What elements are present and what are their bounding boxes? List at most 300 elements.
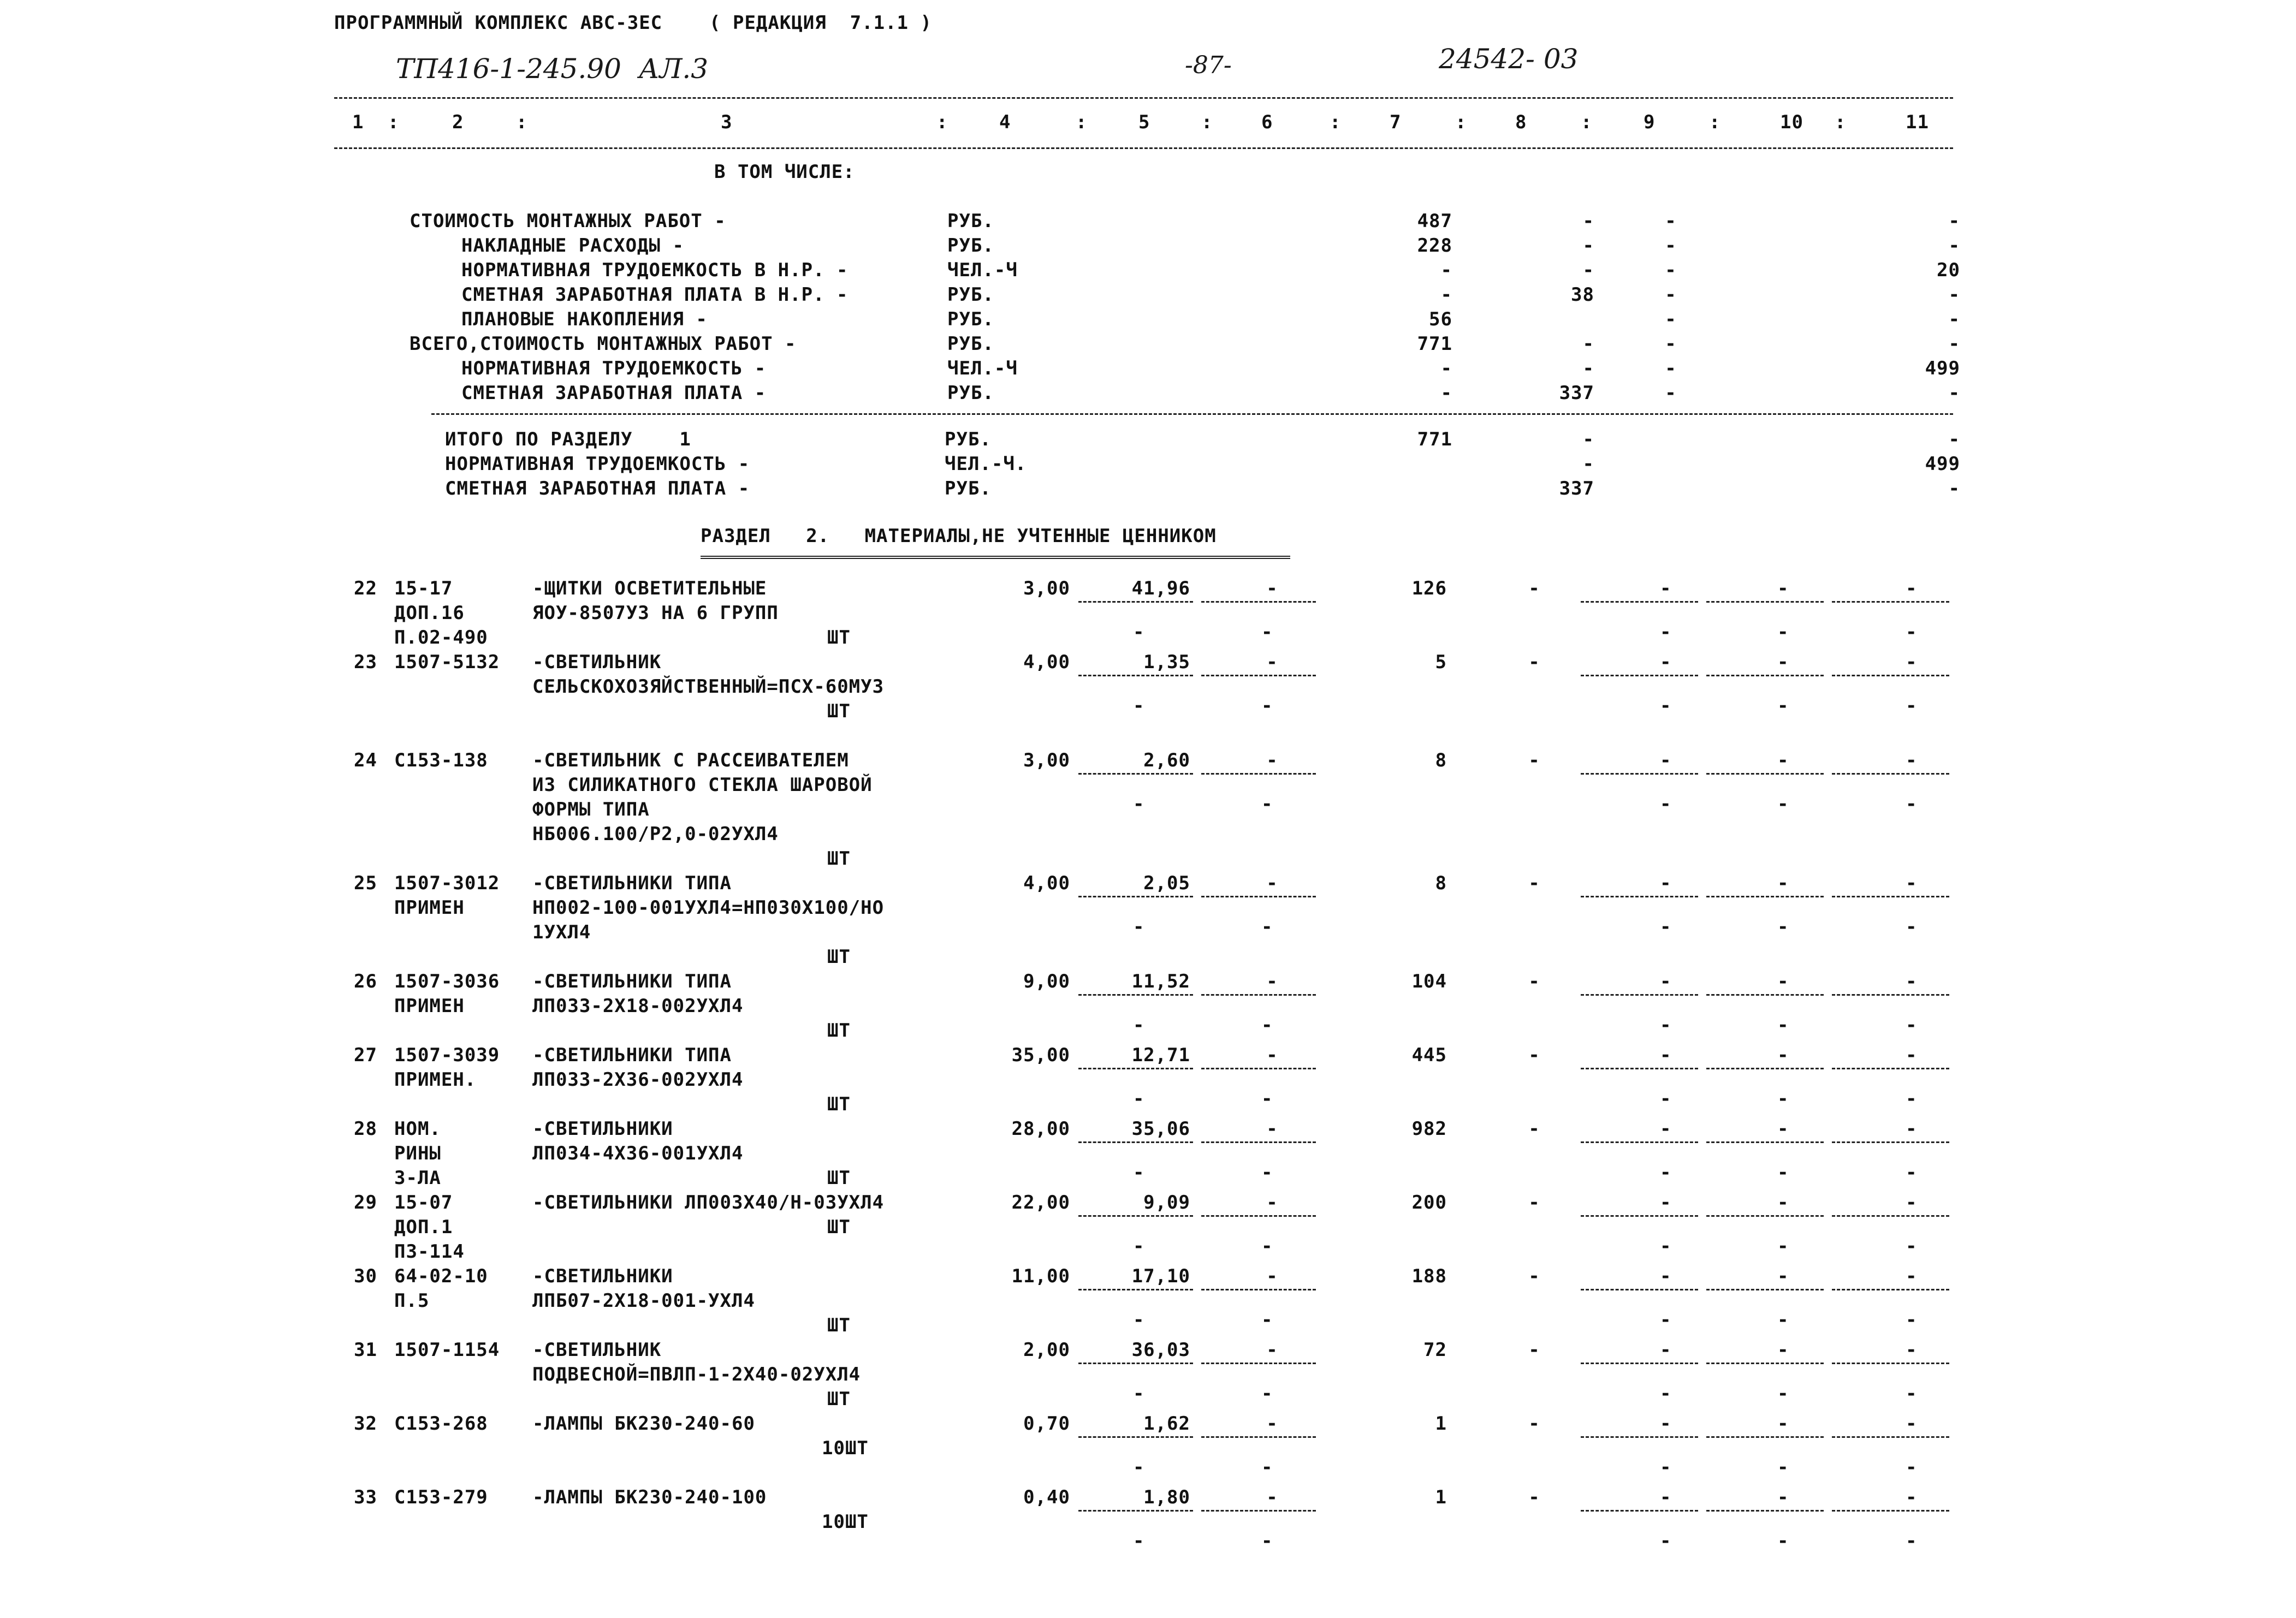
item-sub-col10: - <box>1777 621 1789 643</box>
item-rule-col6 <box>1201 1363 1316 1364</box>
item-rule-col5 <box>1078 1363 1193 1364</box>
item-col10: - <box>1777 971 1789 992</box>
section1-subtotal-rule <box>431 413 1953 415</box>
item-rule-col10 <box>1706 1289 1824 1290</box>
item-col8: - <box>1528 872 1540 894</box>
item-col9: - <box>1660 971 1672 992</box>
item-sub-col5: - <box>1133 793 1145 815</box>
item-rule-col9 <box>1581 1289 1698 1290</box>
item-sub-col5: - <box>1133 916 1145 938</box>
item-rule-col6 <box>1201 994 1316 996</box>
item-sub-col5: - <box>1133 1088 1145 1110</box>
column-number: 3 <box>721 111 733 133</box>
cost-row-label: СМЕТНАЯ ЗАРАБОТНАЯ ПЛАТА - <box>461 382 767 404</box>
column-number: 10 <box>1780 111 1803 133</box>
item-sub-col6: - <box>1261 1162 1273 1183</box>
item-col8: - <box>1528 1486 1540 1508</box>
cost-row-col8: - <box>1582 358 1594 379</box>
item-rule-col6 <box>1201 773 1316 775</box>
item-number: 23 <box>354 651 377 673</box>
item-col10: - <box>1777 872 1789 894</box>
item-rule-col9 <box>1581 601 1698 603</box>
item-sub-col10: - <box>1777 695 1789 717</box>
item-name: НП002-100-001УХЛ4=НП030Х100/НО <box>532 897 885 919</box>
item-number: 22 <box>354 578 377 599</box>
item-rule-col6 <box>1201 896 1316 897</box>
item-col6: - <box>1266 1265 1278 1287</box>
item-unit: 10ШТ <box>822 1437 869 1459</box>
item-col10: - <box>1777 1192 1789 1214</box>
item-col10: - <box>1777 1339 1789 1361</box>
column-number: 6 <box>1261 111 1273 133</box>
item-quantity: 35,00 <box>1011 1044 1070 1066</box>
column-separator: : <box>1201 111 1213 133</box>
item-rule-col10 <box>1706 994 1824 996</box>
item-code: 1507-1154 <box>394 1339 500 1361</box>
item-col6: - <box>1266 1413 1278 1435</box>
item-col6: - <box>1266 749 1278 771</box>
item-quantity: 3,00 <box>1023 749 1070 771</box>
item-total: 445 <box>1411 1044 1447 1066</box>
cost-row-col7: 228 <box>1417 235 1452 257</box>
item-col8: - <box>1528 1044 1540 1066</box>
item-col10: - <box>1777 1044 1789 1066</box>
item-sub-col11: - <box>1906 1530 1918 1552</box>
item-sub-col11: - <box>1906 1383 1918 1405</box>
cost-row-col7: 56 <box>1429 308 1452 330</box>
cost-row-col7: - <box>1440 259 1452 281</box>
cost-row-unit: ЧЕЛ.-Ч <box>947 358 1018 379</box>
item-col10: - <box>1777 1413 1789 1435</box>
item-sub-col9: - <box>1660 793 1672 815</box>
item-code: 64-02-10 <box>394 1265 488 1287</box>
item-col6: - <box>1266 1044 1278 1066</box>
item-rule-col5 <box>1078 1510 1193 1512</box>
total-row-col8: - <box>1582 453 1594 475</box>
item-sub-col9: - <box>1660 1383 1672 1405</box>
item-code: ПРИМЕН <box>394 897 465 919</box>
item-name: ФОРМЫ ТИПА <box>532 799 650 820</box>
item-sub-col10: - <box>1777 1088 1789 1110</box>
item-sub-col5: - <box>1133 621 1145 643</box>
item-sub-col6: - <box>1261 1383 1273 1405</box>
item-col9: - <box>1660 749 1672 771</box>
cost-row-label: ВСЕГО,СТОИМОСТЬ МОНТАЖНЫХ РАБОТ - <box>410 333 797 355</box>
item-quantity: 3,00 <box>1023 578 1070 599</box>
project-code: ТП416-1-245.90 АЛ.3 <box>396 53 709 85</box>
column-number: 2 <box>452 111 464 133</box>
item-col8: - <box>1528 749 1540 771</box>
item-col9: - <box>1660 578 1672 599</box>
item-unit: ШТ <box>827 946 851 968</box>
item-rule-col11 <box>1832 1141 1949 1143</box>
item-rule-col9 <box>1581 1510 1698 1512</box>
item-sub-col10: - <box>1777 1530 1789 1552</box>
item-col11: - <box>1906 1044 1918 1066</box>
item-col8: - <box>1528 578 1540 599</box>
item-rule-col6 <box>1201 1141 1316 1143</box>
cost-row-col9: - <box>1665 235 1677 257</box>
cost-row-unit: РУБ. <box>947 235 994 257</box>
item-col11: - <box>1906 872 1918 894</box>
item-code: ПРИМЕН <box>394 995 465 1017</box>
item-col11: - <box>1906 1118 1918 1140</box>
item-quantity: 22,00 <box>1011 1192 1070 1214</box>
total-row-col7: 771 <box>1417 429 1452 450</box>
item-code: П.5 <box>394 1290 430 1312</box>
item-total: 200 <box>1411 1192 1447 1214</box>
item-code: 3-ЛА <box>394 1167 441 1189</box>
item-rule-col11 <box>1832 1510 1949 1512</box>
total-row-label: ИТОГО ПО РАЗДЕЛУ 1 <box>445 429 691 450</box>
item-code: 1507-3039 <box>394 1044 500 1066</box>
column-number: 4 <box>999 111 1011 133</box>
item-col9: - <box>1660 872 1672 894</box>
item-sub-col11: - <box>1906 1309 1918 1331</box>
column-number: 11 <box>1906 111 1929 133</box>
cost-row-col7: - <box>1440 284 1452 306</box>
item-sub-col5: - <box>1133 1014 1145 1036</box>
item-rule-col10 <box>1706 1436 1824 1438</box>
item-col9: - <box>1660 651 1672 673</box>
item-col9: - <box>1660 1486 1672 1508</box>
item-rule-col10 <box>1706 601 1824 603</box>
item-sub-col5: - <box>1133 1162 1145 1183</box>
item-col8: - <box>1528 1192 1540 1214</box>
total-row-col8: 337 <box>1559 478 1594 499</box>
item-col8: - <box>1528 651 1540 673</box>
item-rule-col11 <box>1832 601 1949 603</box>
item-rule-col5 <box>1078 601 1193 603</box>
cost-row-col11: - <box>1948 210 1960 232</box>
item-name: -ЛАМПЫ БК230-240-100 <box>532 1486 767 1508</box>
item-col10: - <box>1777 1265 1789 1287</box>
cost-row-unit: РУБ. <box>947 210 994 232</box>
item-sub-col9: - <box>1660 621 1672 643</box>
item-rule-col6 <box>1201 1510 1316 1512</box>
column-separator: : <box>1455 111 1467 133</box>
item-col6: - <box>1266 1192 1278 1214</box>
cost-row-col8: - <box>1582 235 1594 257</box>
item-name: ЛП034-4Х36-001УХЛ4 <box>532 1143 744 1164</box>
item-sub-col6: - <box>1261 1456 1273 1478</box>
item-col6: - <box>1266 1486 1278 1508</box>
item-col11: - <box>1906 749 1918 771</box>
total-row-col11: 499 <box>1925 453 1960 475</box>
cost-row-col9: - <box>1665 358 1677 379</box>
item-name: -ЩИТКИ ОСВЕТИТЕЛЬНЫЕ <box>532 578 767 599</box>
item-total: 1 <box>1435 1486 1447 1508</box>
cost-row-col9: - <box>1665 210 1677 232</box>
item-rule-col9 <box>1581 675 1698 676</box>
item-sub-col11: - <box>1906 1014 1918 1036</box>
column-separator: : <box>1330 111 1342 133</box>
cost-row-label: СТОИМОСТЬ МОНТАЖНЫХ РАБОТ - <box>410 210 726 232</box>
item-number: 29 <box>354 1192 377 1214</box>
cost-row-col11: - <box>1948 308 1960 330</box>
item-sub-col6: - <box>1261 1088 1273 1110</box>
document-number: 24542- 03 <box>1439 43 1579 75</box>
column-separator: : <box>1581 111 1593 133</box>
item-price: 9,09 <box>1143 1192 1190 1214</box>
item-quantity: 4,00 <box>1023 651 1070 673</box>
item-rule-col10 <box>1706 1215 1824 1217</box>
item-quantity: 11,00 <box>1011 1265 1070 1287</box>
column-number: 5 <box>1138 111 1150 133</box>
item-price: 41,96 <box>1131 578 1190 599</box>
item-sub-col6: - <box>1261 1235 1273 1257</box>
item-sub-col9: - <box>1660 1530 1672 1552</box>
item-col9: - <box>1660 1118 1672 1140</box>
item-rule-col9 <box>1581 773 1698 775</box>
total-row-col11: - <box>1948 478 1960 499</box>
item-sub-col9: - <box>1660 1309 1672 1331</box>
cost-row-col8: 38 <box>1571 284 1594 306</box>
item-sub-col5: - <box>1133 1309 1145 1331</box>
item-name: -СВЕТИЛЬНИКИ ТИПА <box>532 872 732 894</box>
program-header: ПРОГРАММНЫЙ КОМПЛЕКС АВС-3ЕС ( РЕДАКЦИЯ 7.1.1 ) <box>334 12 932 34</box>
item-col11: - <box>1906 1413 1918 1435</box>
item-number: 28 <box>354 1118 377 1140</box>
item-col8: - <box>1528 971 1540 992</box>
item-col10: - <box>1777 578 1789 599</box>
item-col10: - <box>1777 651 1789 673</box>
item-sub-col9: - <box>1660 1088 1672 1110</box>
item-number: 26 <box>354 971 377 992</box>
column-number: 9 <box>1644 111 1656 133</box>
item-name: ЛП033-2Х36-002УХЛ4 <box>532 1069 744 1091</box>
item-sub-col9: - <box>1660 916 1672 938</box>
item-rule-col5 <box>1078 675 1193 676</box>
item-code: НОМ. <box>394 1118 441 1140</box>
item-code: 1507-3012 <box>394 872 500 894</box>
item-col9: - <box>1660 1192 1672 1214</box>
item-rule-col6 <box>1201 1215 1316 1217</box>
item-rule-col9 <box>1581 1363 1698 1364</box>
item-rule-col11 <box>1832 1068 1949 1069</box>
total-row-unit: РУБ. <box>945 429 992 450</box>
item-price: 36,03 <box>1131 1339 1190 1361</box>
item-rule-col10 <box>1706 896 1824 897</box>
item-name: -СВЕТИЛЬНИК С РАССЕИВАТЕЛЕМ <box>532 749 849 771</box>
item-number: 32 <box>354 1413 377 1435</box>
total-row-col8: - <box>1582 429 1594 450</box>
item-code: ДОП.1 <box>394 1216 453 1238</box>
cost-row-col9: - <box>1665 382 1677 404</box>
item-total: 72 <box>1423 1339 1447 1361</box>
item-col11: - <box>1906 1192 1918 1214</box>
item-quantity: 4,00 <box>1023 872 1070 894</box>
item-rule-col9 <box>1581 896 1698 897</box>
cost-row-label: СМЕТНАЯ ЗАРАБОТНАЯ ПЛАТА В Н.Р. - <box>461 284 849 306</box>
total-row-unit: РУБ. <box>945 478 992 499</box>
item-sub-col9: - <box>1660 1235 1672 1257</box>
item-col6: - <box>1266 1339 1278 1361</box>
item-rule-col11 <box>1832 994 1949 996</box>
cost-row-col11: 20 <box>1937 259 1960 281</box>
item-col9: - <box>1660 1339 1672 1361</box>
item-rule-col11 <box>1832 1289 1949 1290</box>
item-rule-col10 <box>1706 1141 1824 1143</box>
item-col6: - <box>1266 651 1278 673</box>
item-sub-col6: - <box>1261 1530 1273 1552</box>
item-sub-col5: - <box>1133 1383 1145 1405</box>
item-unit: ШТ <box>827 1216 851 1238</box>
item-rule-col11 <box>1832 773 1949 775</box>
item-quantity: 2,00 <box>1023 1339 1070 1361</box>
item-code: П.02-490 <box>394 627 488 649</box>
item-name: -СВЕТИЛЬНИКИ ЛП003Х40/Н-03УХЛ4 <box>532 1192 885 1214</box>
section2-title: РАЗДЕЛ 2. МАТЕРИАЛЫ,НЕ УЧТЕННЫЕ ЦЕННИКОМ <box>701 525 1217 547</box>
item-unit: ШТ <box>827 1314 851 1336</box>
item-rule-col5 <box>1078 1141 1193 1143</box>
item-total: 5 <box>1435 651 1447 673</box>
item-sub-col6: - <box>1261 793 1273 815</box>
item-sub-col10: - <box>1777 1235 1789 1257</box>
cost-row-col11: - <box>1948 382 1960 404</box>
item-rule-col6 <box>1201 1289 1316 1290</box>
item-price: 1,80 <box>1143 1486 1190 1508</box>
item-sub-col6: - <box>1261 621 1273 643</box>
item-sub-col10: - <box>1777 1162 1789 1183</box>
item-unit: ШТ <box>827 1167 851 1189</box>
item-col11: - <box>1906 1486 1918 1508</box>
cost-row-label: НОРМАТИВНАЯ ТРУДОЕМКОСТЬ - <box>461 358 767 379</box>
item-unit: ШТ <box>827 1020 851 1042</box>
item-quantity: 9,00 <box>1023 971 1070 992</box>
item-rule-col11 <box>1832 675 1949 676</box>
cost-row-col9: - <box>1665 308 1677 330</box>
cost-row-col7: - <box>1440 382 1452 404</box>
item-rule-col10 <box>1706 1068 1824 1069</box>
column-separator: : <box>1709 111 1721 133</box>
item-number: 24 <box>354 749 377 771</box>
cost-row-label: НОРМАТИВНАЯ ТРУДОЕМКОСТЬ В Н.Р. - <box>461 259 849 281</box>
item-name: -ЛАМПЫ БК230-240-60 <box>532 1413 755 1435</box>
item-price: 35,06 <box>1131 1118 1190 1140</box>
item-unit: 10ШТ <box>822 1511 869 1533</box>
item-price: 1,35 <box>1143 651 1190 673</box>
item-rule-col10 <box>1706 773 1824 775</box>
item-col10: - <box>1777 749 1789 771</box>
item-col11: - <box>1906 1265 1918 1287</box>
item-total: 188 <box>1411 1265 1447 1287</box>
item-rule-col9 <box>1581 1436 1698 1438</box>
cost-row-col7: 771 <box>1417 333 1452 355</box>
item-sub-col6: - <box>1261 695 1273 717</box>
item-code: ДОП.16 <box>394 602 465 624</box>
column-separator: : <box>388 111 400 133</box>
item-col9: - <box>1660 1265 1672 1287</box>
column-number: 7 <box>1390 111 1402 133</box>
item-total: 104 <box>1411 971 1447 992</box>
item-rule-col11 <box>1832 1215 1949 1217</box>
item-number: 33 <box>354 1486 377 1508</box>
item-col10: - <box>1777 1486 1789 1508</box>
item-sub-col10: - <box>1777 1456 1789 1478</box>
item-total: 8 <box>1435 872 1447 894</box>
item-name: -СВЕТИЛЬНИК <box>532 1339 662 1361</box>
item-sub-col9: - <box>1660 1014 1672 1036</box>
item-col6: - <box>1266 578 1278 599</box>
item-code: С153-268 <box>394 1413 488 1435</box>
item-number: 30 <box>354 1265 377 1287</box>
item-code: 1507-5132 <box>394 651 500 673</box>
item-price: 2,60 <box>1143 749 1190 771</box>
item-name: -СВЕТИЛЬНИКИ ТИПА <box>532 1044 732 1066</box>
page-number: -87- <box>1185 51 1232 79</box>
item-sub-col11: - <box>1906 695 1918 717</box>
item-name: -СВЕТИЛЬНИКИ <box>532 1118 673 1140</box>
item-rule-col9 <box>1581 1215 1698 1217</box>
item-col9: - <box>1660 1044 1672 1066</box>
item-code: С153-138 <box>394 749 488 771</box>
cost-row-col8: 337 <box>1559 382 1594 404</box>
item-name: -СВЕТИЛЬНИКИ <box>532 1265 673 1287</box>
item-sub-col10: - <box>1777 1383 1789 1405</box>
item-number: 31 <box>354 1339 377 1361</box>
item-sub-col11: - <box>1906 916 1918 938</box>
cost-row-label: ПЛАНОВЫЕ НАКОПЛЕНИЯ - <box>461 308 708 330</box>
item-col10: - <box>1777 1118 1789 1140</box>
item-col6: - <box>1266 971 1278 992</box>
cost-row-col11: - <box>1948 235 1960 257</box>
cost-row-col8: - <box>1582 259 1594 281</box>
item-sub-col10: - <box>1777 1014 1789 1036</box>
item-col11: - <box>1906 1339 1918 1361</box>
cost-row-unit: РУБ. <box>947 382 994 404</box>
item-unit: ШТ <box>827 627 851 649</box>
item-sub-col9: - <box>1660 1456 1672 1478</box>
item-name: ИЗ СИЛИКАТНОГО СТЕКЛА ШАРОВОЙ <box>532 774 873 796</box>
item-sub-col5: - <box>1133 1530 1145 1552</box>
column-separator: : <box>936 111 948 133</box>
item-sub-col10: - <box>1777 793 1789 815</box>
column-separator: : <box>1076 111 1088 133</box>
item-quantity: 0,70 <box>1023 1413 1070 1435</box>
item-col8: - <box>1528 1413 1540 1435</box>
header-bottom-rule <box>334 147 1953 149</box>
item-sub-col11: - <box>1906 621 1918 643</box>
section2-title-underline <box>701 556 1290 559</box>
item-sub-col11: - <box>1906 1456 1918 1478</box>
cost-row-unit: ЧЕЛ.-Ч <box>947 259 1018 281</box>
item-code: РИНЫ <box>394 1143 441 1164</box>
item-rule-col5 <box>1078 1068 1193 1069</box>
item-quantity: 0,40 <box>1023 1486 1070 1508</box>
item-price: 2,05 <box>1143 872 1190 894</box>
item-total: 982 <box>1411 1118 1447 1140</box>
column-separator: : <box>516 111 528 133</box>
item-col8: - <box>1528 1118 1540 1140</box>
cost-row-col7: 487 <box>1417 210 1452 232</box>
item-sub-col11: - <box>1906 1162 1918 1183</box>
column-number: 8 <box>1515 111 1527 133</box>
cost-row-col9: - <box>1665 284 1677 306</box>
item-code: П3-114 <box>394 1241 465 1263</box>
header-top-rule <box>334 97 1953 99</box>
item-rule-col11 <box>1832 1436 1949 1438</box>
item-rule-col6 <box>1201 601 1316 603</box>
item-name: ЛПБ07-2Х18-001-УХЛ4 <box>532 1290 755 1312</box>
item-name: -СВЕТИЛЬНИК <box>532 651 662 673</box>
item-rule-col5 <box>1078 896 1193 897</box>
item-sub-col11: - <box>1906 1088 1918 1110</box>
item-col8: - <box>1528 1339 1540 1361</box>
item-code: 15-17 <box>394 578 453 599</box>
item-rule-col5 <box>1078 994 1193 996</box>
cost-row-label: НАКЛАДНЫЕ РАСХОДЫ - <box>461 235 684 257</box>
